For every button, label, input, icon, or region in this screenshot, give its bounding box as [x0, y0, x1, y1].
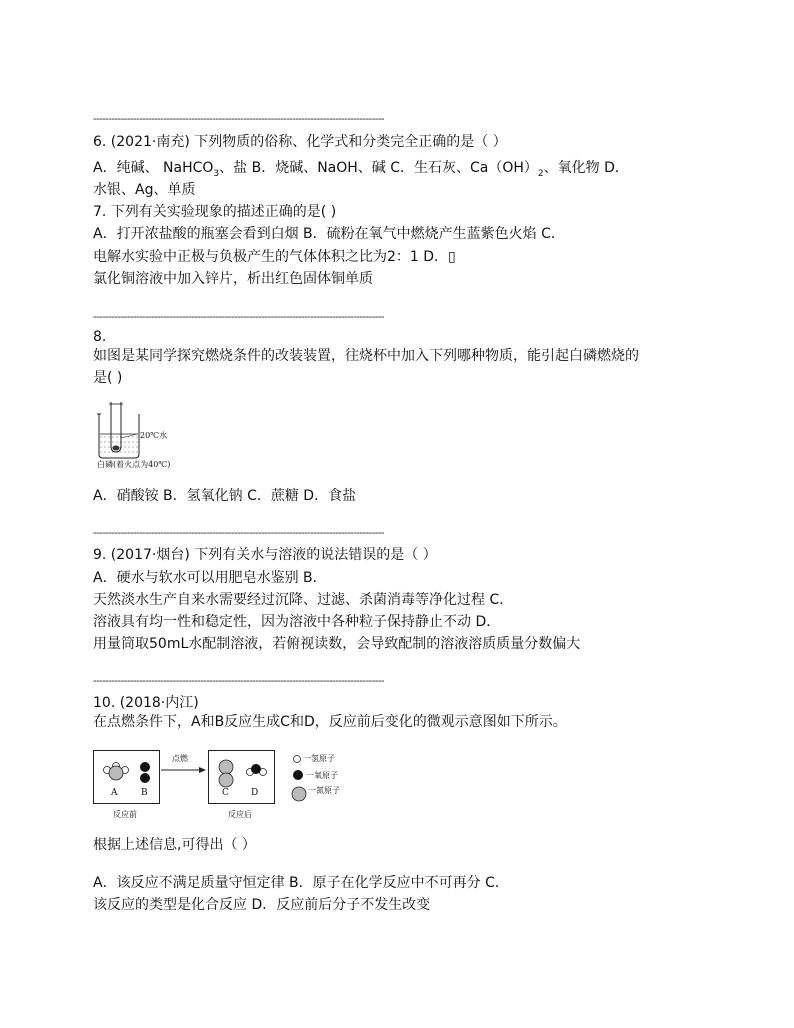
after-reaction-label: 反应后: [228, 810, 252, 819]
q7-options-line1: A．打开浓盐酸的瓶塞会看到白烟 B．硫粉在氧气中燃烧产生蓝紫色火焰 C．: [93, 226, 565, 242]
q6-options-line2: 水银、Ag、单质: [93, 182, 196, 198]
separator-line: -----------------------------------------------------------------------------------------------: [93, 675, 384, 687]
legend-hydrogen-label: 一氢原子: [303, 754, 335, 763]
molecule-b-label: B: [141, 788, 148, 798]
q9-options-line4: 用量筒取50mL水配制溶液，若俯视读数，会导致配制的溶液溶质质量分数偏大: [93, 636, 581, 652]
beaker-figure: [93, 402, 223, 472]
legend-oxygen-label: 一氧原子: [306, 771, 338, 780]
q10-options-line1: A．该反应不满足质量守恒定律 B．原子在化学反应中不可再分 C．: [93, 875, 509, 891]
ignite-condition-label: 点燃: [172, 754, 188, 763]
q8-options: A．硝酸铵 B．氢氧化钠 C．蔗糖 D．食盐: [93, 488, 357, 504]
molecule-a-label: A: [111, 788, 118, 798]
q8-number: 8.: [93, 329, 107, 345]
q6-options-line1: [93, 159, 629, 183]
q7-options-line2: 电解水实验中正极与负极产生的气体体积之比为2：1 D．▯: [93, 249, 456, 265]
separator-line: -----------------------------------------------------------------------------------------------: [93, 113, 384, 125]
q8-stem-line1: 如图是某同学探究燃烧条件的改装装置，往烧杯中加入下列哪种物质，能引起白磷燃烧的: [93, 348, 639, 364]
q6-heading: 6. (2021·南充) 下列物质的俗称、化学式和分类完全正确的是（ ）: [93, 134, 507, 150]
q6-text: 、盐 B．烧碱、NaOH、碱 C．生石灰、Ca（OH）: [219, 160, 538, 176]
q7-options-line3: 氯化铜溶液中加入锌片，析出红色固体铜单质: [93, 271, 373, 287]
legend-nitrogen-label: 一氮原子: [308, 786, 340, 795]
water-temperature-label: 20℃水: [140, 431, 168, 440]
q10-question: 根据上述信息,可得出（ ）: [93, 837, 256, 853]
q6-subscript: 3: [213, 168, 220, 179]
q8-stem-line2: 是( ): [93, 370, 123, 386]
q9-options-line2: 天然淡水生产自来水需要经过沉降、过滤、杀菌消毒等净化过程 C．: [93, 592, 514, 608]
q9-heading: 9. (2017·烟台) 下列有关水与溶液的说法错误的是（ ）: [93, 547, 437, 563]
separator-line: -----------------------------------------------------------------------------------------------: [93, 311, 384, 323]
q10-options-line2: 该反应的类型是化合反应 D．反应前后分子不发生改变: [93, 897, 431, 913]
q10-heading: 10. (2018·内江): [93, 695, 199, 711]
q9-options-line1: A．硬水与软水可以用肥皂水鉴别 B．: [93, 570, 327, 586]
q7-heading: 7. 下列有关实验现象的描述正确的是( ): [93, 204, 337, 220]
separator-line: -----------------------------------------------------------------------------------------------: [93, 527, 384, 539]
reaction-figure: [93, 748, 363, 822]
q6-subscript: 2: [537, 168, 544, 179]
q9-options-line3: 溶液具有均一性和稳定性，因为溶液中各种粒子保持静止不动 D．: [93, 614, 501, 630]
molecule-d-label: D: [251, 788, 259, 798]
before-reaction-label: 反应前: [113, 810, 137, 819]
molecule-c-label: C: [222, 788, 229, 798]
q6-text: A．纯碱、 NaHCO: [93, 160, 214, 176]
q6-text: 、氧化物 D．: [543, 160, 629, 176]
q10-stem: 在点燃条件下，A和B反应生成C和D，反应前后变化的微观示意图如下所示。: [93, 714, 567, 730]
white-phosphorus-label: 白磷(着火点为40℃): [97, 460, 171, 469]
